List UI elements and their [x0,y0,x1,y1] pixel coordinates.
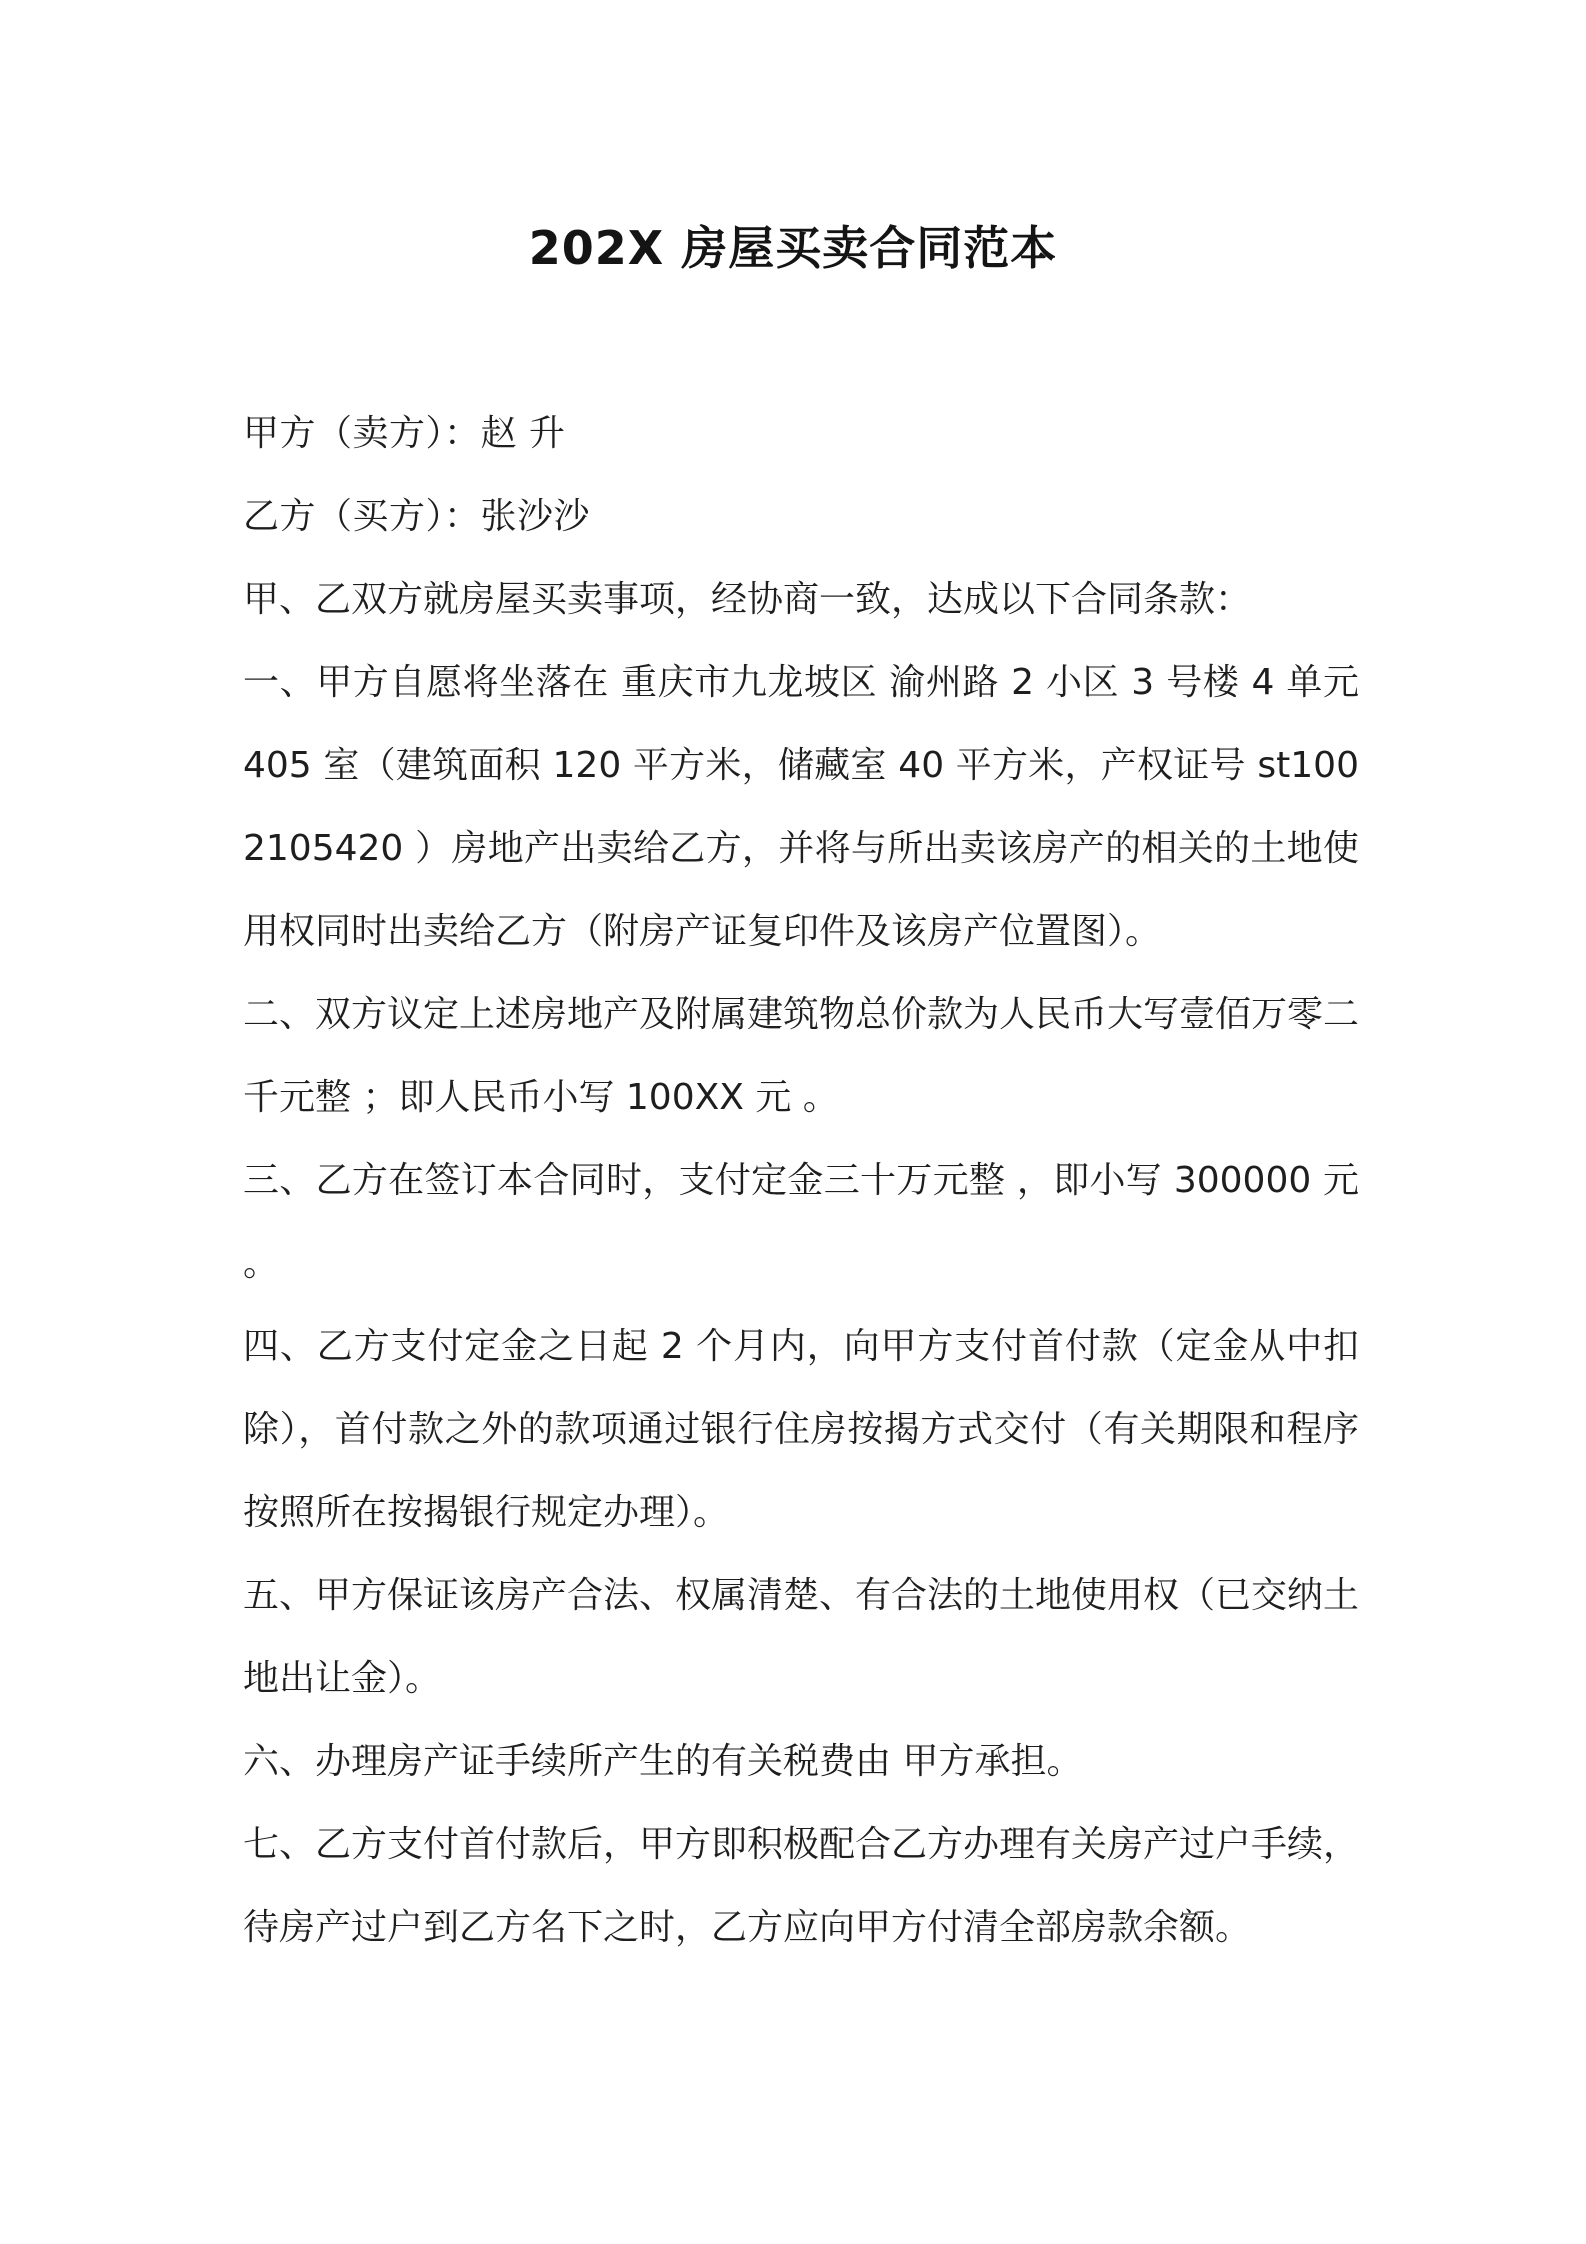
document-title: 202X 房屋买卖合同范本 [528,221,1058,275]
clause-7: 七、乙方支付首付款后，甲方即积极配合乙方办理有关房产过户手续，待房产过户到乙方名下之时，乙方应向甲方付清全部房款余额。 [243,1824,1360,1948]
contract-body [243,392,1359,1969]
clause-3: 三、乙方在签订本合同时，支付定金三十万元整 ，即小写 300000 元 。 [243,1160,1359,1284]
seller-line: 甲方（卖方）：赵 升 [243,413,566,454]
clause-1: 一、甲方自愿将坐落在 重庆市九龙坡区 渝州路 2 小区 3 号楼 4 单元 405 室（建筑面积 120 平方米，储藏室 40 平方米，产权证号 st1002105420 ）房地产出卖给乙方，并将与所出卖该房产的相关的土地使用权同时出卖给乙方（附房产证复印件及该房产位置图）。 [243,662,1359,952]
buyer-line: 乙方（买方）：张沙沙 [243,496,591,537]
clause-4: 四、乙方支付定金之日起 2 个月内，向甲方支付首付款（定金从中扣除），首付款之外的款项通过银行住房按揭方式交付（有关期限和程序按照所在按揭银行规定办理）。 [243,1326,1359,1533]
clause-5: 五、甲方保证该房产合法、权属清楚、有合法的土地使用权（已交纳土地出让金）。 [243,1575,1360,1699]
intro-paragraph: 甲、乙双方就房屋买卖事项，经协商一致，达成以下合同条款： [243,579,1252,620]
clause-2: 二、双方议定上述房地产及附属建筑物总价款为人民币大写壹佰万零二千元整 ；即人民币小写 100XX 元 。 [243,994,1360,1118]
clause-6: 六、办理房产证手续所产生的有关税费由 甲方承担。 [243,1741,1083,1782]
